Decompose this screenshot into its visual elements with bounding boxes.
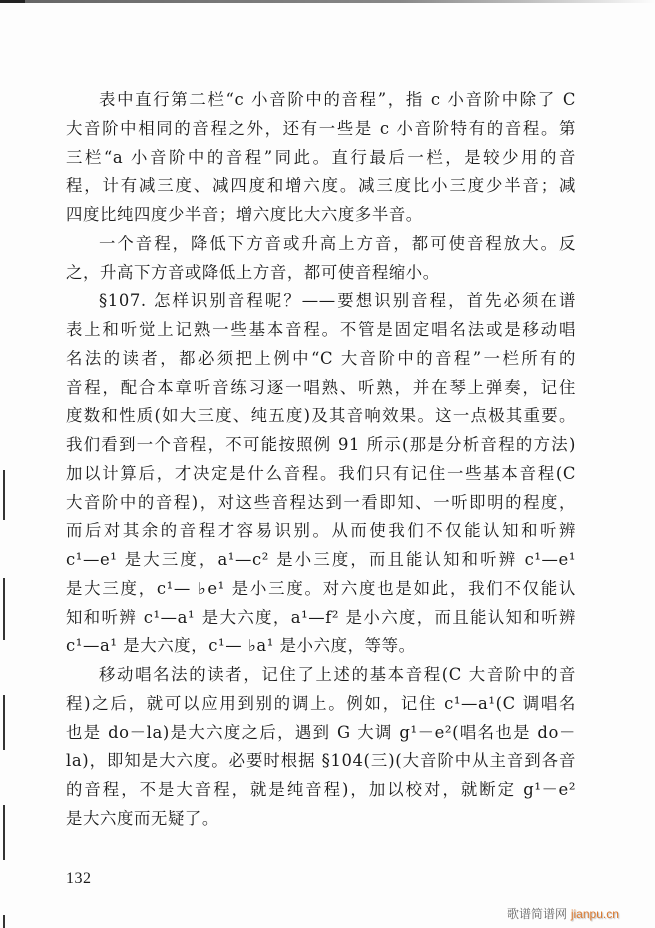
text-line: 程，计有减三度、减四度和增六度。减三度比小三度少半音；减 [66, 176, 576, 196]
paragraph-table-columns [66, 86, 576, 230]
text-line: 也是 do－la)是大六度之后，遇到 G 大调 g¹－e²(唱名也是 do－ [66, 722, 576, 742]
paragraph-section-107 [66, 287, 576, 661]
site-watermark [507, 905, 619, 922]
text-line: 移动唱名法的读者，记住了上述的基本音程(C 大音阶中的音 [99, 665, 576, 684]
text-line: 是大三度，c¹— ♭e¹ 是小三度。对六度也是如此，我们不仅能认 [66, 578, 576, 598]
scan-margin-mark [3, 470, 5, 520]
scan-margin-mark [3, 695, 5, 750]
text-line: c¹—a¹ 是大六度，c¹— ♭a¹ 是小六度，等等。 [66, 636, 416, 656]
text-line: 知和听辨 c¹—a¹ 是大六度，a¹—f² 是小六度，而且能认知和听辨 [66, 607, 576, 627]
page-number: 132 [66, 870, 92, 887]
text-line: 表上和听觉上记熟一些基本音程。不管是固定唱名法或是移动唱 [66, 320, 576, 339]
text-line: 的音程，不是大音程，就是纯音程)，加以校对，就断定 g¹－e² [66, 780, 576, 799]
text-line: 加以计算后，才决定是什么音程。我们只有记住一些基本音程(C [66, 463, 576, 483]
paragraph-movable-do [66, 661, 576, 834]
paragraph-enlarging-intervals [66, 230, 576, 288]
text-line: c¹—e¹ 是大三度，a¹—c² 是小三度，而且能认知和听辨 c¹—e¹ [66, 550, 576, 569]
text-line: 音程，配合本章听音练习逐一唱熟、听熟，并在琴上弹奏，记住 [66, 377, 576, 397]
watermark-site-url: jianpu.cn [570, 907, 619, 921]
body-text [66, 86, 576, 834]
text-line: 我们看到一个音程，不可能按照例 91 所示(那是分析音程的方法) [66, 435, 576, 454]
scan-margin-mark [3, 915, 5, 928]
text-line: 度数和性质(如大三度、纯五度)及其音响效果。这一点极其重要。 [66, 406, 576, 426]
text-line: 而后对其余的音程才容易识别。从而使我们不仅能认知和听辨 [66, 521, 576, 541]
text-line: 大音阶中的音程)，对这些音程达到一看即知、一听即明的程度， [66, 492, 576, 512]
text-line: la)，即知是大六度。必要时根据 §104(三)(大音阶中从主音到各音 [66, 751, 576, 771]
scan-top-border [0, 0, 655, 3]
scan-margin-mark [3, 805, 5, 860]
section-107-heading-line: §107. 怎样识别音程呢？——要想识别音程，首先必须在谱 [99, 291, 576, 311]
watermark-site-name: 歌谱简谱网 [507, 907, 568, 921]
text-line: 是大六度而无疑了。 [66, 808, 219, 828]
text-line: 表中直行第二栏“c 小音阶中的音程”，指 c 小音阶中除了 C [99, 90, 576, 109]
text-line: 大音阶中相同的音程之外，还有一些是 c 小音阶特有的音程。第 [66, 118, 576, 138]
text-line: 之，升高下方音或降低上方音，都可使音程缩小。 [66, 262, 440, 282]
text-line: 三栏“a 小音阶中的音程”同此。直行最后一栏，是较少用的音 [66, 147, 576, 167]
text-line: 名法的读者，都必须把上例中“C 大音阶中的音程”一栏所有的 [66, 348, 576, 368]
text-line: 四度比纯四度少半音；增六度比大六度多半音。 [66, 205, 423, 224]
text-line: 程)之后，就可以应用到别的调上。例如，记住 c¹—a¹(C 调唱名 [66, 693, 576, 713]
text-line: 一个音程，降低下方音或升高上方音，都可使音程放大。反 [99, 233, 576, 253]
scan-margin-mark [3, 578, 5, 640]
